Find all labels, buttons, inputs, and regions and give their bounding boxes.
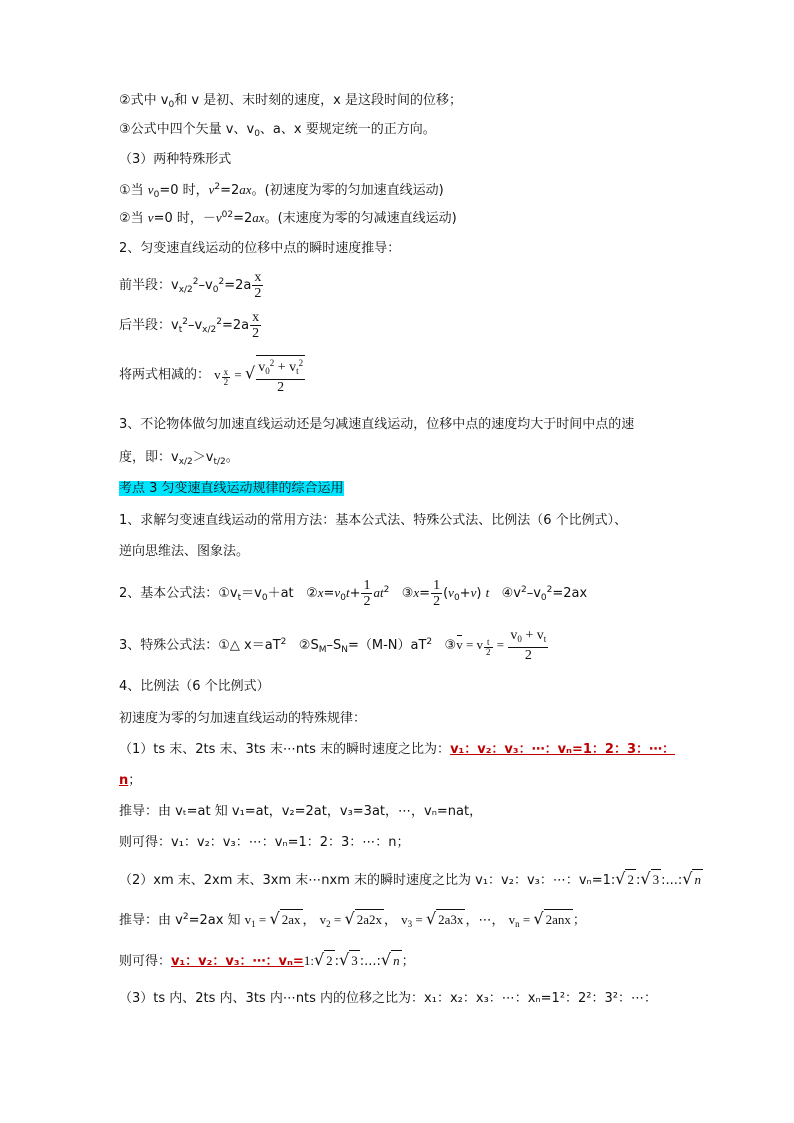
formula-line: 2、基本公式法：$①v_t=v_0+at$ $②x=v_0t+$ $\frac{1}{2}$ $at^2$ ③x= $\frac{1}{2}$ $(v_0+v)$ t $④v^2-v_0^2=2ax$ — [119, 578, 588, 609]
text-line: 逆向思维法、图象法。 — [119, 544, 250, 559]
text-line: n； — [119, 773, 142, 788]
formula-line: 则可得：v₁：v₂：v₃：⋯：vₙ=1:√ 2 :√ 3 :...:√ n ； — [119, 950, 415, 969]
text-line: 度，即：$v_{x/2}>v_{t/2}$。 — [119, 450, 239, 467]
text-line: （3）ts 内、2ts 内、3ts 内⋯nts 内的位移之比为：x₁：x₂：x₃：⋯：xₙ=1²：2²：3²：⋯： — [119, 991, 657, 1006]
formula-line: 3、特殊公式法：①△ $x=aT^2$ $②S_M-S_N=(M-N)aT^2$ ③v = v $\frac{t}{2}$ = $\frac{v_0 + v_t}{2}$ — [119, 628, 547, 663]
text-line: ③公式中四个矢量 v、$v_0$、a、x 要规定统一的正方向。 — [119, 122, 436, 139]
formula-line: ②当 v=0 时，$-v^{02}=2ax$。(末速度为零的匀减速直线运动) — [119, 210, 457, 226]
text-line: 2、匀变速直线运动的位移中点的瞬时速度推导： — [119, 241, 401, 256]
formula-line: 将两式相减的： v $\frac{x}{2}$ = √ $\frac{v_0^2 + v_t^2}{2}$ — [119, 355, 306, 395]
formula-line: ①当 $v_0=0$ 时，$v^2=2ax$。(初速度为零的匀加速直线运动) — [119, 182, 444, 200]
formula-line: 后半段：$v_t^2-v_{x/2}^2=2a$ $\frac{x}{2}$ — [119, 310, 260, 341]
text-line: ②式中 $v_0$和 v 是初、末时刻的速度，x 是这段时间的位移； — [119, 93, 463, 110]
formula-line: 前半段：$v_{x/2}^2-v_0^2=2a$ $\frac{x}{2}$ — [119, 270, 262, 301]
text-line: 3、不论物体做匀加速直线运动还是匀减速直线运动，位移中点的速度均大于时间中点的速 — [119, 417, 635, 432]
text-line: 1、求解匀变速直线运动的常用方法：基本公式法、特殊公式法、比例法（6 个比例式）、 — [119, 513, 628, 528]
formula-line: 推导：由 $v^2=2ax$ 知 $v_1$ = √ 2ax ， $v_2$ = √ 2a2x ， $v_3$ = √ 2a3x ，⋯， $v_n$ = √ 2anx ； — [119, 909, 586, 929]
text-line: （1）ts 末、2ts 末、3ts 末⋯nts 末的瞬时速度之比为：v₁：v₂：v₃：⋯：vₙ=1：2：3：⋯： — [119, 742, 675, 757]
text-line: 推导：由 vₜ=at 知 v₁=at，v₂=2at，v₃=3at，⋯，vₙ=nat， — [119, 804, 483, 819]
formula-line: （2）xm 末、2xm 末、3xm 末⋯nxm 末的瞬时速度之比为 v₁：v₂：v₃：⋯：vₙ=1:√ 2 :√ 3 :...:√ n — [119, 869, 701, 888]
text-line: 4、比例法（6 个比例式） — [119, 679, 270, 694]
text-line: 则可得：v₁：v₂：v₃：⋯：vₙ=1：2：3：⋯：n； — [119, 835, 410, 850]
section-heading: （3）两种特殊形式 — [119, 152, 232, 167]
text-line: 初速度为零的匀加速直线运动的特殊规律： — [119, 711, 367, 726]
section-heading: 考点 3 匀变速直线运动规律的综合运用 — [119, 481, 344, 496]
